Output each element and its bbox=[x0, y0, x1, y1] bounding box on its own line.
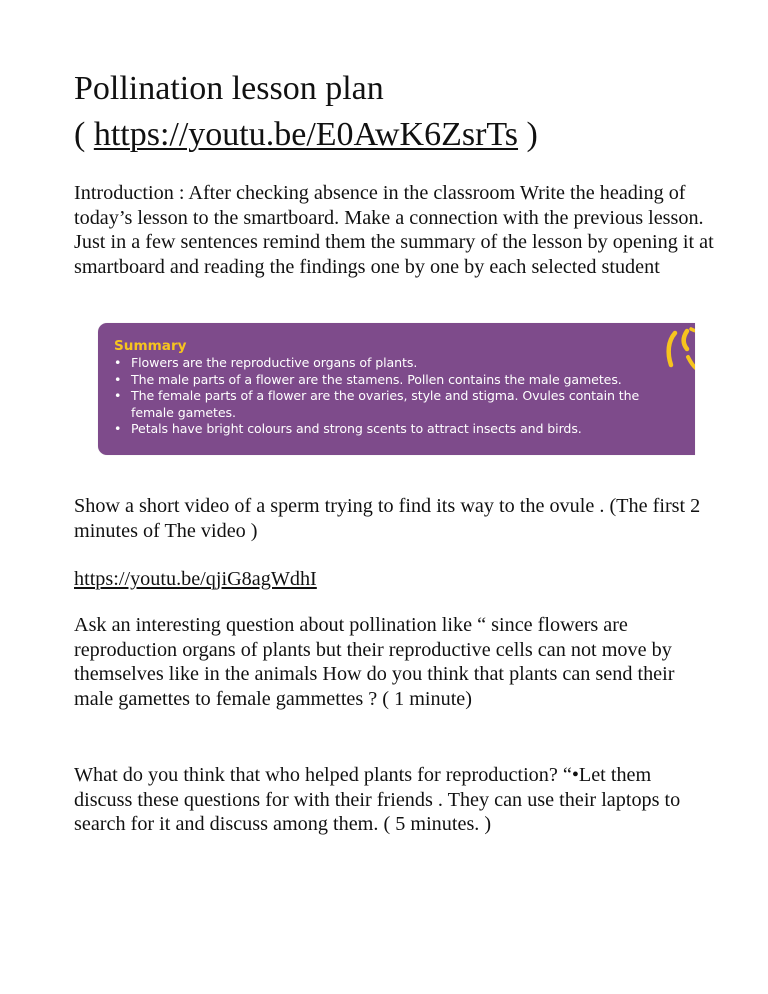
bullet-icon: • bbox=[114, 355, 122, 370]
sperm-video-link[interactable]: https://youtu.be/qjiG8agWdhI bbox=[74, 568, 317, 590]
question-paragraph: Ask an interesting question about pollination like “ since flowers are reproduction organs of plants but their reproductive cells can not move by themselves like in the animals How do you think that plants can send their male gamettes to female gammettes ? ( 1 minute) bbox=[74, 614, 675, 710]
summary-item: • Petals have bright colours and strong scents to attract insects and birds. bbox=[114, 421, 582, 436]
page-title bbox=[74, 66, 538, 158]
summary-item: • The male parts of a flower are the stamens. Pollen contains the male gametes. bbox=[114, 371, 622, 387]
summary-list bbox=[114, 355, 684, 438]
introduction-paragraph: Introduction : After checking absence in the classroom Write the heading of today’s lesson to the smartboard. Make a connection with the previous lesson. Just in a few sentences remind them the summary of the lesson by opening it at smartboard and reading the findings one by one by each selected student bbox=[74, 182, 714, 278]
bullet-icon: • bbox=[114, 388, 122, 403]
bullet-icon: • bbox=[114, 371, 122, 387]
bullet-icon: • bbox=[114, 421, 122, 436]
discussion-paragraph: What do you think that who helped plants for reproduction? “•Let them discuss these questions for with their friends . They can use their laptops to search for it and discuss among them. ( 5 minutes. ) bbox=[74, 764, 681, 836]
summary-heading: Summary bbox=[114, 338, 187, 354]
yellow-swirl-decoration-icon bbox=[663, 327, 695, 371]
video-paragraph: Show a short video of a sperm trying to find its way to the ovule . (The first 2 minutes of The video ) bbox=[74, 495, 701, 542]
title-text: Pollination lesson plan bbox=[74, 70, 384, 107]
lesson-video-link[interactable]: https://youtu.be/E0AwK6ZsrTs bbox=[93, 116, 519, 153]
summary-image bbox=[98, 323, 695, 455]
summary-item: • Flowers are the reproductive organs of plants. bbox=[114, 355, 418, 370]
title-link-prefix: ( bbox=[74, 116, 94, 153]
title-link-suffix: ) bbox=[518, 116, 538, 153]
summary-item: • The female parts of a flower are the ovaries, style and stigma. Ovules contain the female gametes. bbox=[114, 388, 640, 420]
